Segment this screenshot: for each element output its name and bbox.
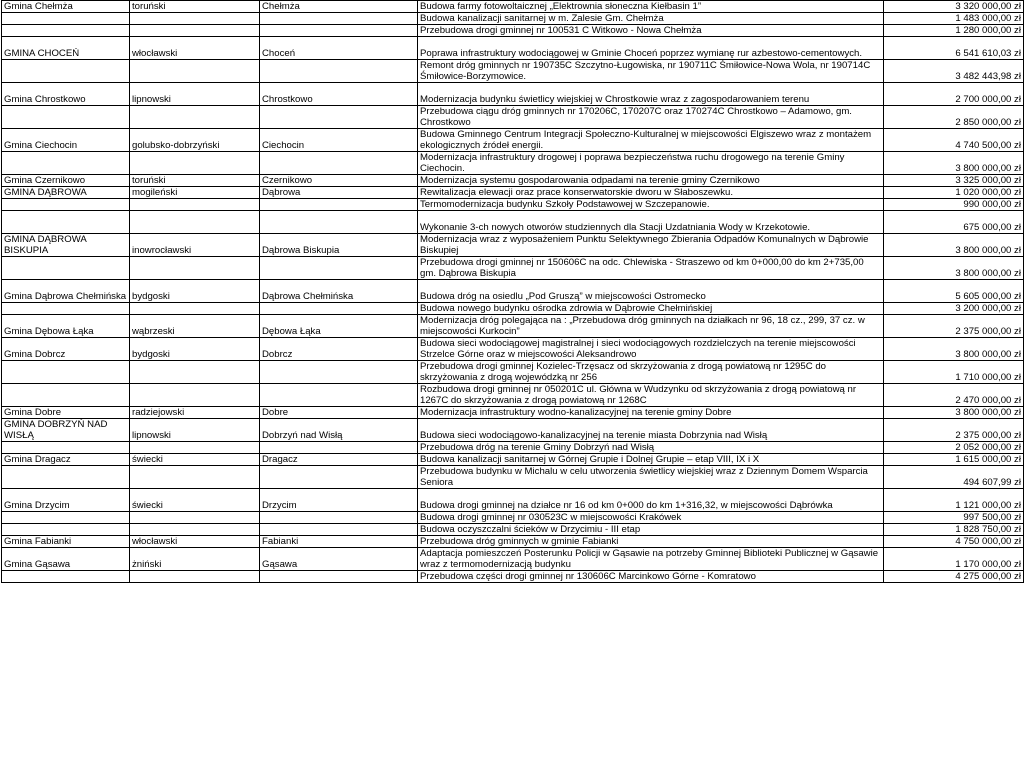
project-description-cell: Termomodernizacja budynku Szkoły Podstawowej w Szczepanowie.	[418, 199, 884, 211]
amount-cell: 5 605 000,00 zł	[884, 280, 1024, 303]
gmina-cell: Gmina Dąbrowa Chełmińska	[2, 280, 130, 303]
amount-cell: 990 000,00 zł	[884, 199, 1024, 211]
miejscowosc-cell	[260, 25, 418, 37]
amount-cell: 3 800 000,00 zł	[884, 152, 1024, 175]
table-row	[2, 407, 1024, 419]
miejscowosc-cell: Drzycim	[260, 489, 418, 512]
powiat-cell	[130, 211, 260, 234]
project-description-cell: Przebudowa ciągu dróg gminnych nr 170206C, 170207C oraz 170274C Chrostkowo – Adamowo, gm. Chrostkowo	[418, 106, 884, 129]
gmina-cell: Gmina Chrostkowo	[2, 83, 130, 106]
amount-cell: 3 200 000,00 zł	[884, 303, 1024, 315]
gmina-cell: Gmina Gąsawa	[2, 548, 130, 571]
amount-cell: 3 800 000,00 zł	[884, 407, 1024, 419]
gmina-cell: Gmina Dobre	[2, 407, 130, 419]
miejscowosc-cell	[260, 257, 418, 280]
powiat-cell: toruński	[130, 175, 260, 187]
miejscowosc-cell	[260, 106, 418, 129]
gmina-cell	[2, 571, 130, 583]
project-description-cell: Budowa farmy fotowoltaicznej „Elektrownia słoneczna Kiełbasin 1”	[418, 1, 884, 13]
gmina-cell: Gmina Ciechocin	[2, 129, 130, 152]
gmina-cell: Gmina Dragacz	[2, 454, 130, 466]
project-description-cell: Przebudowa dróg gminnych w gminie Fabianki	[418, 536, 884, 548]
table-row	[2, 524, 1024, 536]
miejscowosc-cell: Czernikowo	[260, 175, 418, 187]
powiat-cell: świecki	[130, 489, 260, 512]
project-description-cell: Przebudowa drogi gminnej nr 150606C na odc. Chlewiska - Straszewo od km 0+000,00 do km 2+735,00 gm. Dąbrowa Biskupia	[418, 257, 884, 280]
amount-cell: 2 700 000,00 zł	[884, 83, 1024, 106]
gmina-cell	[2, 442, 130, 454]
project-description-cell: Przebudowa dróg na terenie Gminy Dobrzyń nad Wisłą	[418, 442, 884, 454]
amount-cell: 1 121 000,00 zł	[884, 489, 1024, 512]
gmina-cell	[2, 13, 130, 25]
project-description-cell: Modernizacja infrastruktury wodno-kanalizacyjnej na terenie gminy Dobre	[418, 407, 884, 419]
powiat-cell: toruński	[130, 1, 260, 13]
project-description-cell: Modernizacja wraz z wyposażeniem Punktu Selektywnego Zbierania Odpadów Komunalnych w Dąbrowie Biskupiej	[418, 234, 884, 257]
amount-cell: 4 275 000,00 zł	[884, 571, 1024, 583]
miejscowosc-cell: Dobrcz	[260, 338, 418, 361]
powiat-cell	[130, 524, 260, 536]
powiat-cell	[130, 25, 260, 37]
miejscowosc-cell	[260, 13, 418, 25]
table-row	[2, 442, 1024, 454]
project-description-cell: Przebudowa drogi gminnej nr 100531 C Witkowo - Nowa Chełmża	[418, 25, 884, 37]
table-row	[2, 489, 1024, 512]
powiat-cell	[130, 106, 260, 129]
powiat-cell: włocławski	[130, 37, 260, 60]
gmina-cell	[2, 512, 130, 524]
amount-cell: 1 615 000,00 zł	[884, 454, 1024, 466]
miejscowosc-cell: Dąbrowa Chełmińska	[260, 280, 418, 303]
miejscowosc-cell: Chełmża	[260, 1, 418, 13]
amount-cell: 675 000,00 zł	[884, 211, 1024, 234]
table-row	[2, 37, 1024, 60]
gmina-cell: Gmina Dobrcz	[2, 338, 130, 361]
gmina-cell	[2, 466, 130, 489]
projects-table-body	[2, 1, 1024, 583]
project-description-cell: Modernizacja systemu gospodarowania odpadami na terenie gminy Czernikowo	[418, 175, 884, 187]
project-description-cell: Modernizacja budynku świetlicy wiejskiej w Chrostkowie wraz z zagospodarowaniem terenu	[418, 83, 884, 106]
powiat-cell: żniński	[130, 548, 260, 571]
project-description-cell: Budowa kanalizacji sanitarnej w m. Zalesie Gm. Chełmża	[418, 13, 884, 25]
gmina-cell: GMINA DĄBROWA	[2, 187, 130, 199]
miejscowosc-cell	[260, 524, 418, 536]
powiat-cell: lipnowski	[130, 83, 260, 106]
project-description-cell: Przebudowa budynku w Michalu w celu utworzenia świetlicy wiejskiej wraz z Dziennym Domem Wsparcia Seniora	[418, 466, 884, 489]
project-description-cell: Poprawa infrastruktury wodociągowej w Gminie Choceń poprzez wymianę rur azbestowo-cementowych.	[418, 37, 884, 60]
table-row	[2, 257, 1024, 280]
powiat-cell	[130, 257, 260, 280]
gmina-cell	[2, 106, 130, 129]
table-row	[2, 466, 1024, 489]
amount-cell: 997 500,00 zł	[884, 512, 1024, 524]
powiat-cell: bydgoski	[130, 338, 260, 361]
miejscowosc-cell	[260, 199, 418, 211]
gmina-cell: Gmina Chełmża	[2, 1, 130, 13]
table-row	[2, 536, 1024, 548]
gmina-cell	[2, 211, 130, 234]
miejscowosc-cell: Ciechocin	[260, 129, 418, 152]
project-description-cell: Budowa drogi gminnej na działce nr 16 od km 0+000 do km 1+316,32, w miejscowości Dąbrówka	[418, 489, 884, 512]
powiat-cell: wąbrzeski	[130, 315, 260, 338]
amount-cell: 1 280 000,00 zł	[884, 25, 1024, 37]
gmina-cell: Gmina Dębowa Łąka	[2, 315, 130, 338]
amount-cell: 1 828 750,00 zł	[884, 524, 1024, 536]
gmina-cell	[2, 303, 130, 315]
amount-cell: 4 740 500,00 zł	[884, 129, 1024, 152]
amount-cell: 4 750 000,00 zł	[884, 536, 1024, 548]
amount-cell: 1 483 000,00 zł	[884, 13, 1024, 25]
miejscowosc-cell: Dąbrowa Biskupia	[260, 234, 418, 257]
project-description-cell: Modernizacja infrastruktury drogowej i poprawa bezpieczeństwa ruchu drogowego na terenie Gminy Ciechocin.	[418, 152, 884, 175]
table-row	[2, 1, 1024, 13]
amount-cell: 1 020 000,00 zł	[884, 187, 1024, 199]
powiat-cell	[130, 361, 260, 384]
gmina-cell	[2, 25, 130, 37]
project-description-cell: Adaptacja pomieszczeń Posterunku Policji w Gąsawie na potrzeby Gminnej Biblioteki Publicznej w Gąsawie wraz z termomodernizacją budynku	[418, 548, 884, 571]
powiat-cell: golubsko-dobrzyński	[130, 129, 260, 152]
powiat-cell: mogileński	[130, 187, 260, 199]
miejscowosc-cell	[260, 303, 418, 315]
powiat-cell	[130, 466, 260, 489]
table-row	[2, 303, 1024, 315]
powiat-cell: lipnowski	[130, 419, 260, 442]
miejscowosc-cell: Fabianki	[260, 536, 418, 548]
project-description-cell: Modernizacja dróg polegająca na : „Przebudowa dróg gminnych na działkach nr 96, 18 cz., 299, 37 cz. w miejscowości Kurkocin”	[418, 315, 884, 338]
miejscowosc-cell	[260, 571, 418, 583]
gmina-cell	[2, 152, 130, 175]
project-description-cell: Budowa kanalizacji sanitarnej w Górnej Grupie i Dolnej Grupie – etap VIII, IX i X	[418, 454, 884, 466]
amount-cell: 3 800 000,00 zł	[884, 338, 1024, 361]
project-description-cell: Budowa sieci wodociągowo-kanalizacyjnej na terenie miasta Dobrzynia nad Wisłą	[418, 419, 884, 442]
table-row	[2, 315, 1024, 338]
project-description-cell: Budowa nowego budynku ośrodka zdrowia w Dąbrowie Chełmińskiej	[418, 303, 884, 315]
table-row	[2, 211, 1024, 234]
amount-cell: 2 850 000,00 zł	[884, 106, 1024, 129]
table-row	[2, 175, 1024, 187]
powiat-cell: świecki	[130, 454, 260, 466]
table-row	[2, 361, 1024, 384]
project-description-cell: Budowa sieci wodociągowej magistralnej i sieci wodociągowych rozdzielczych na terenie miejscowości Strzelce Górne oraz w miejscowości Aleksandrowo	[418, 338, 884, 361]
amount-cell: 3 800 000,00 zł	[884, 234, 1024, 257]
miejscowosc-cell	[260, 361, 418, 384]
powiat-cell	[130, 303, 260, 315]
amount-cell: 6 541 610,03 zł	[884, 37, 1024, 60]
powiat-cell: włocławski	[130, 536, 260, 548]
project-description-cell: Budowa drogi gminnej nr 030523C w miejscowości Krakówek	[418, 512, 884, 524]
powiat-cell	[130, 384, 260, 407]
table-row	[2, 25, 1024, 37]
amount-cell: 2 375 000,00 zł	[884, 315, 1024, 338]
gmina-cell: Gmina Czernikowo	[2, 175, 130, 187]
powiat-cell	[130, 13, 260, 25]
powiat-cell: bydgoski	[130, 280, 260, 303]
powiat-cell	[130, 152, 260, 175]
miejscowosc-cell	[260, 152, 418, 175]
miejscowosc-cell	[260, 512, 418, 524]
miejscowosc-cell	[260, 60, 418, 83]
miejscowosc-cell: Gąsawa	[260, 548, 418, 571]
miejscowosc-cell	[260, 466, 418, 489]
miejscowosc-cell	[260, 384, 418, 407]
table-row	[2, 152, 1024, 175]
gmina-cell: GMINA DOBRZYŃ NAD WISŁĄ	[2, 419, 130, 442]
miejscowosc-cell	[260, 442, 418, 454]
projects-table	[1, 0, 1024, 583]
miejscowosc-cell: Dobre	[260, 407, 418, 419]
amount-cell: 494 607,99 zł	[884, 466, 1024, 489]
table-row	[2, 338, 1024, 361]
project-description-cell: Remont dróg gminnych nr 190735C Szczytno-Ługowiska, nr 190711C Śmiłowice-Nowa Wola, nr 190714C Śmiłowice-Borzymowice.	[418, 60, 884, 83]
powiat-cell	[130, 199, 260, 211]
gmina-cell: GMINA DĄBROWA BISKUPIA	[2, 234, 130, 257]
amount-cell: 2 470 000,00 zł	[884, 384, 1024, 407]
gmina-cell	[2, 361, 130, 384]
gmina-cell	[2, 257, 130, 280]
miejscowosc-cell: Choceń	[260, 37, 418, 60]
amount-cell: 3 800 000,00 zł	[884, 257, 1024, 280]
powiat-cell	[130, 512, 260, 524]
miejscowosc-cell: Dąbrowa	[260, 187, 418, 199]
project-description-cell: Budowa oczyszczalni ścieków w Drzycimiu - III etap	[418, 524, 884, 536]
gmina-cell: GMINA CHOCEŃ	[2, 37, 130, 60]
project-description-cell: Przebudowa drogi gminnej Kozielec-Trzęsacz od skrzyżowania z drogą powiatową nr 1295C do skrzyżowania z drogą wojewódzką nr 256	[418, 361, 884, 384]
powiat-cell	[130, 60, 260, 83]
project-description-cell: Budowa Gminnego Centrum Integracji Społeczno-Kulturalnej w miejscowości Elgiszewo wraz z montażem ekologicznych źródeł energii.	[418, 129, 884, 152]
miejscowosc-cell: Dragacz	[260, 454, 418, 466]
powiat-cell: inowrocławski	[130, 234, 260, 257]
miejscowosc-cell: Dobrzyń nad Wisłą	[260, 419, 418, 442]
gmina-cell	[2, 384, 130, 407]
amount-cell: 3 482 443,98 zł	[884, 60, 1024, 83]
table-row	[2, 60, 1024, 83]
gmina-cell: Gmina Fabianki	[2, 536, 130, 548]
powiat-cell: radziejowski	[130, 407, 260, 419]
amount-cell: 3 325 000,00 zł	[884, 175, 1024, 187]
amount-cell: 1 710 000,00 zł	[884, 361, 1024, 384]
gmina-cell	[2, 524, 130, 536]
gmina-cell	[2, 199, 130, 211]
project-description-cell: Przebudowa części drogi gminnej nr 130606C Marcinkowo Górne - Komratowo	[418, 571, 884, 583]
table-row	[2, 419, 1024, 442]
miejscowosc-cell	[260, 211, 418, 234]
table-row	[2, 187, 1024, 199]
powiat-cell	[130, 571, 260, 583]
table-row	[2, 199, 1024, 211]
amount-cell: 2 052 000,00 zł	[884, 442, 1024, 454]
table-row	[2, 106, 1024, 129]
table-row	[2, 512, 1024, 524]
table-row	[2, 548, 1024, 571]
table-row	[2, 384, 1024, 407]
gmina-cell	[2, 60, 130, 83]
miejscowosc-cell: Chrostkowo	[260, 83, 418, 106]
amount-cell: 1 170 000,00 zł	[884, 548, 1024, 571]
project-description-cell: Wykonanie 3-ch nowych otworów studziennych dla Stacji Uzdatniania Wody w Krzekotowie.	[418, 211, 884, 234]
table-row	[2, 454, 1024, 466]
miejscowosc-cell: Dębowa Łąka	[260, 315, 418, 338]
powiat-cell	[130, 442, 260, 454]
gmina-cell: Gmina Drzycim	[2, 489, 130, 512]
table-row	[2, 83, 1024, 106]
amount-cell: 3 320 000,00 zł	[884, 1, 1024, 13]
project-description-cell: Rewitalizacja elewacji oraz prace konserwatorskie dworu w Słaboszewku.	[418, 187, 884, 199]
project-description-cell: Budowa dróg na osiedlu „Pod Gruszą” w miejscowości Ostromecko	[418, 280, 884, 303]
project-description-cell: Rozbudowa drogi gminnej nr 050201C ul. Główna w Wudzynku od skrzyżowania z drogą powiatową nr 1267C do skrzyżowania z drogą powiatową nr 1268C	[418, 384, 884, 407]
table-row	[2, 129, 1024, 152]
table-row	[2, 234, 1024, 257]
table-row	[2, 13, 1024, 25]
amount-cell: 2 375 000,00 zł	[884, 419, 1024, 442]
table-row	[2, 571, 1024, 583]
table-row	[2, 280, 1024, 303]
